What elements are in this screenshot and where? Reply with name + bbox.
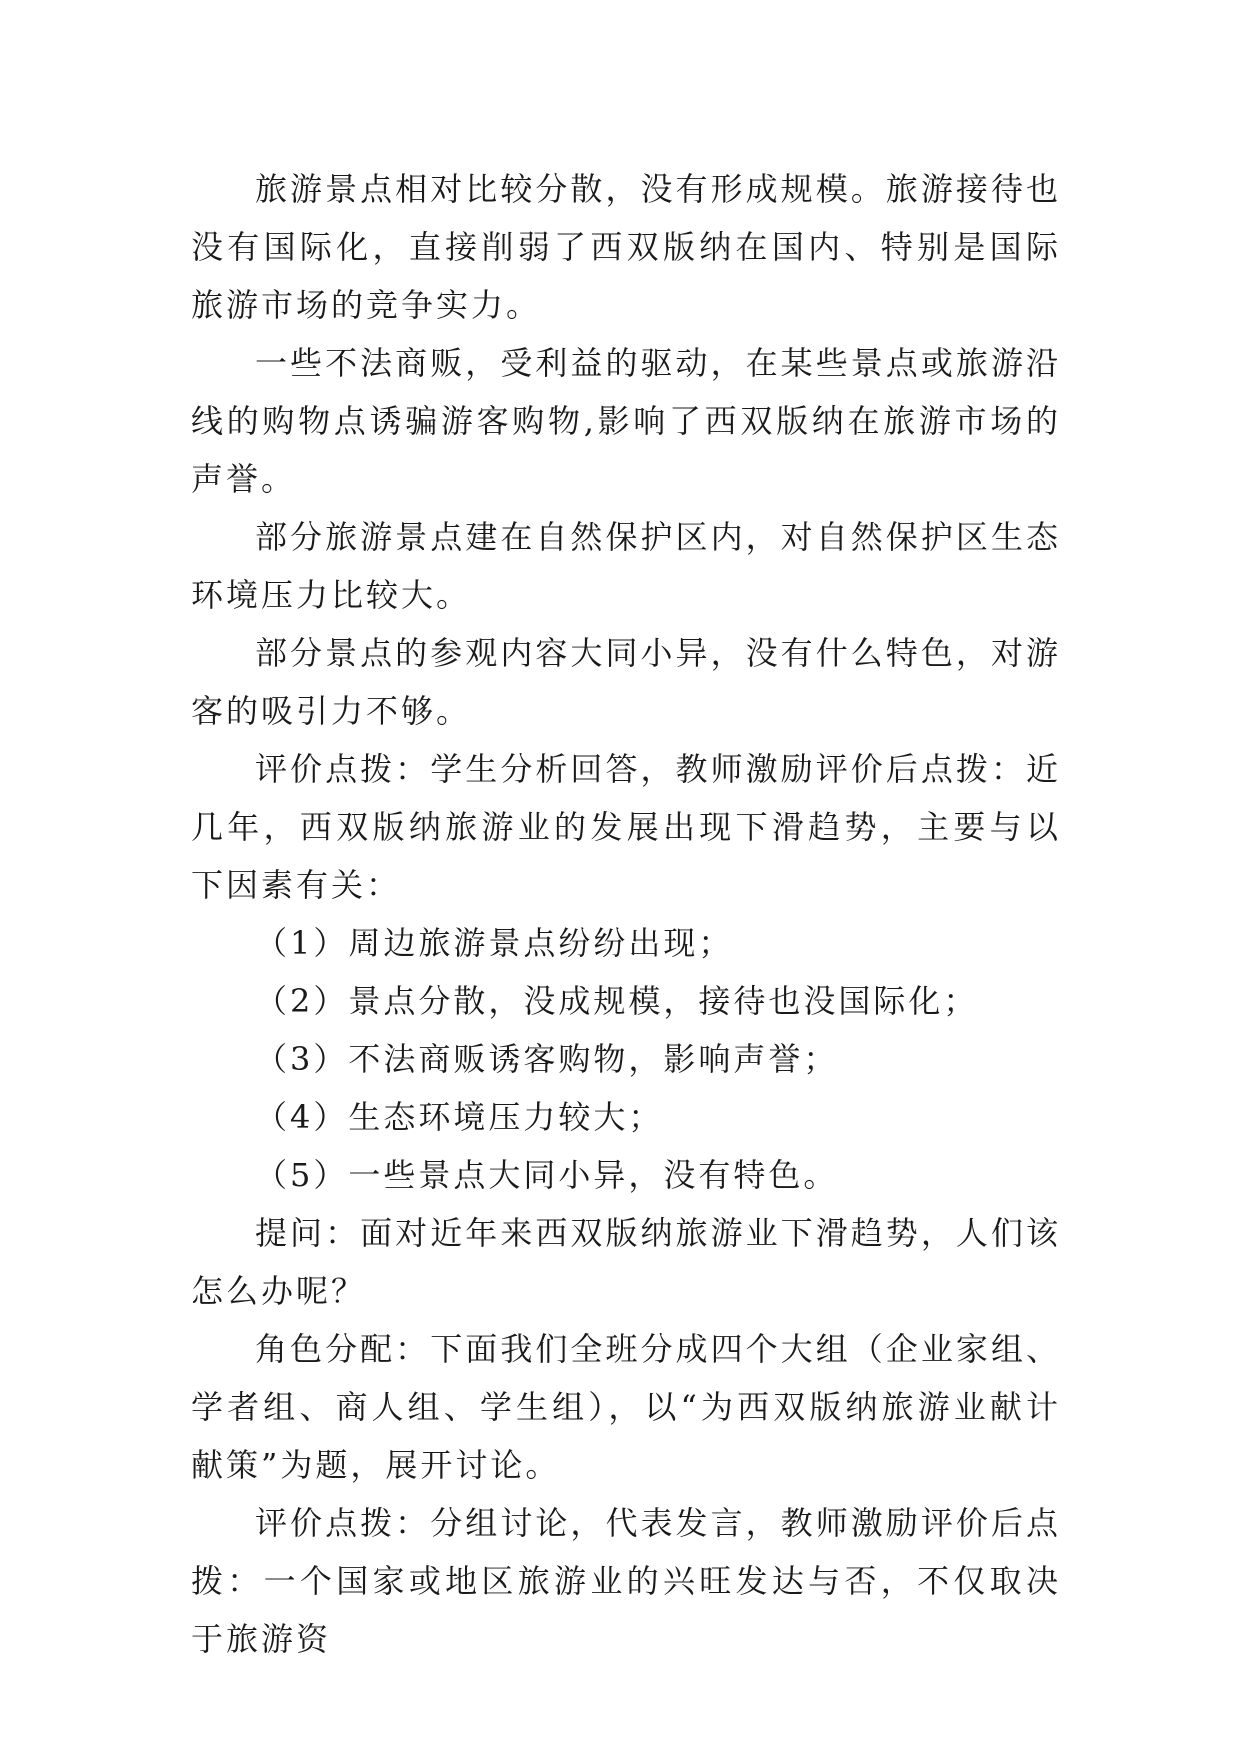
list-item: （4）生态环境压力较大； [255, 1098, 664, 1136]
document-body [191, 160, 1061, 1668]
list-item: （2）景点分散，没成规模，接待也没国际化； [255, 982, 979, 1020]
list-item: （1）周边旅游景点纷纷出现； [255, 924, 734, 962]
list-item: （5）一些景点大同小异，没有特色。 [255, 1156, 839, 1194]
paragraph-evaluation-guidance: 评价点拨：学生分析回答，教师激励评价后点拨：近几年，西双版纳旅游业的发展出现下滑趋势，主要与以下因素有关： [191, 750, 1061, 904]
paragraph-nature-reserve-pressure: 部分旅游景点建在自然保护区内，对自然保护区生态环境压力比较大。 [191, 518, 1061, 614]
paragraph-illegal-vendors: 一些不法商贩，受利益的驱动，在某些景点或旅游沿线的购物点诱骗游客购物,影响了西双版纳在旅游市场的声誉。 [191, 344, 1061, 498]
paragraph-scenic-spots-scattered: 旅游景点相对比较分散，没有形成规模。旅游接待也没有国际化，直接削弱了西双版纳在国内、特别是国际旅游市场的竞争实力。 [191, 170, 1061, 324]
list-item: （3）不法商贩诱客购物，影响声誉； [255, 1040, 839, 1078]
paragraph-question: 提问：面对近年来西双版纳旅游业下滑趋势，人们该怎么办呢？ [191, 1214, 1061, 1310]
paragraph-lack-of-features: 部分景点的参观内容大同小异，没有什么特色，对游客的吸引力不够。 [191, 634, 1061, 730]
paragraph-evaluation-discussion: 评价点拨：分组讨论，代表发言，教师激励评价后点拨：一个国家或地区旅游业的兴旺发达与否，不仅取决于旅游资 [191, 1504, 1061, 1658]
paragraph-role-assignment: 角色分配：下面我们全班分成四个大组（企业家组、学者组、商人组、学生组），以“为西双版纳旅游业献计献策”为题，展开讨论。 [191, 1330, 1061, 1484]
